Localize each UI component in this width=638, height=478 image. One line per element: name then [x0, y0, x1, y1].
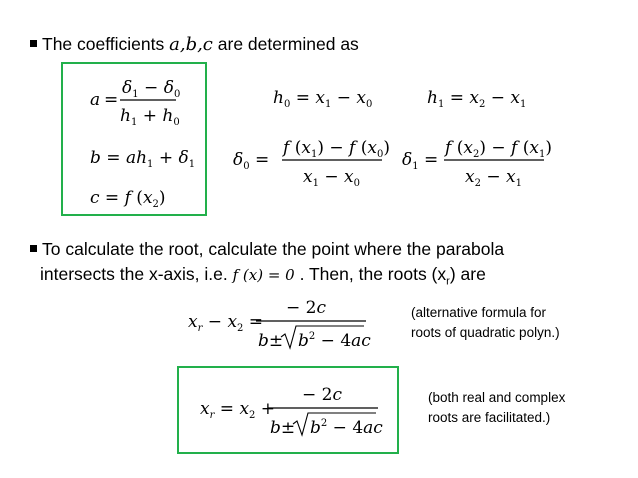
svg-text:h1 = x2 − x1: $h_1 = x_2 - x_1$ [427, 88, 527, 110]
note-alt-line1: (alternative formula for [411, 305, 547, 320]
equation-a [90, 78, 180, 128]
svg-text:δ0 =: $\delta_0$ = [233, 150, 270, 172]
equation-h1 [427, 88, 526, 110]
svg-text:b2 − 4ac: $b^2 - 4ac$ [298, 331, 371, 351]
bullet-root-text1: To calculate the root, calculate the point where the parabola [42, 239, 505, 259]
svg-text:h0 = x1 − x0: $h_0 = x_1 - x_0$ [273, 88, 373, 110]
root-subscript: r [446, 275, 450, 288]
svg-text:b2 − 4ac: $b^2 - 4ac$ [310, 418, 383, 438]
svg-text:b = ah1 + δ1: $b = ah_1 + \delta_1$ [90, 148, 196, 170]
equation-b [90, 148, 195, 170]
svg-text:δ1 =: $\delta_1$ = [402, 150, 439, 172]
bullet-root-text2-prefix: intersects the x-axis, i.e. [40, 264, 233, 284]
equation-h0 [273, 88, 372, 110]
equation-root-alternative [188, 298, 371, 351]
fx-equals-zero: f (x) = 0 [232, 266, 295, 284]
equation-delta0 [233, 138, 390, 189]
svg-text:f (x1) − f (x0): f $(x_1) - f$ $(x_0)$ [283, 138, 390, 160]
svg-text:c = f (x2): c = f $(x_2)$ [90, 188, 166, 210]
svg-text:b±: b± [270, 418, 296, 438]
bullet-coefficients-vars: a,b,c [169, 34, 213, 55]
svg-text:a: a [90, 90, 101, 110]
svg-text:=: = [104, 90, 119, 110]
bullet-root-text2-suffix: ) are [449, 264, 486, 284]
svg-text:f (x2) − f (x1): f $(x_2) - f$ $(x_1)$ [445, 138, 552, 160]
svg-text:− 2c: − 2c [286, 298, 326, 318]
bullet-root-text2-mid: . Then, the roots (x [294, 264, 447, 284]
svg-text:xr − x2 =: $x_r - x_2$ = [188, 312, 264, 334]
note-alt-line2: roots of quadratic polyn.) [411, 325, 560, 340]
bullet-coefficients-suffix: are determined as [212, 34, 359, 54]
equation-delta1 [402, 138, 552, 189]
equation-c [90, 188, 166, 210]
note-both-line2: roots are facilitated.) [428, 410, 551, 425]
equation-root-final [200, 385, 383, 438]
note-both-line1: (both real and complex [428, 390, 566, 405]
bullet-coefficients-prefix: The coefficients [42, 34, 170, 54]
svg-text:x1 − x0: $x_1 - x_0$ [303, 167, 360, 189]
svg-text:xr = x2 +: $x_r = x_2$ + [200, 399, 276, 421]
svg-text:− 2c: − 2c [302, 385, 342, 405]
svg-text:h1 + h0: $h_1 + h_0$ [120, 106, 180, 128]
svg-text:δ1 − δ0: $\delta_1 - \delta_0$ [122, 78, 181, 100]
svg-text:x2 − x1: $x_2 - x_1$ [465, 167, 522, 189]
svg-text:b±: b± [258, 331, 284, 351]
